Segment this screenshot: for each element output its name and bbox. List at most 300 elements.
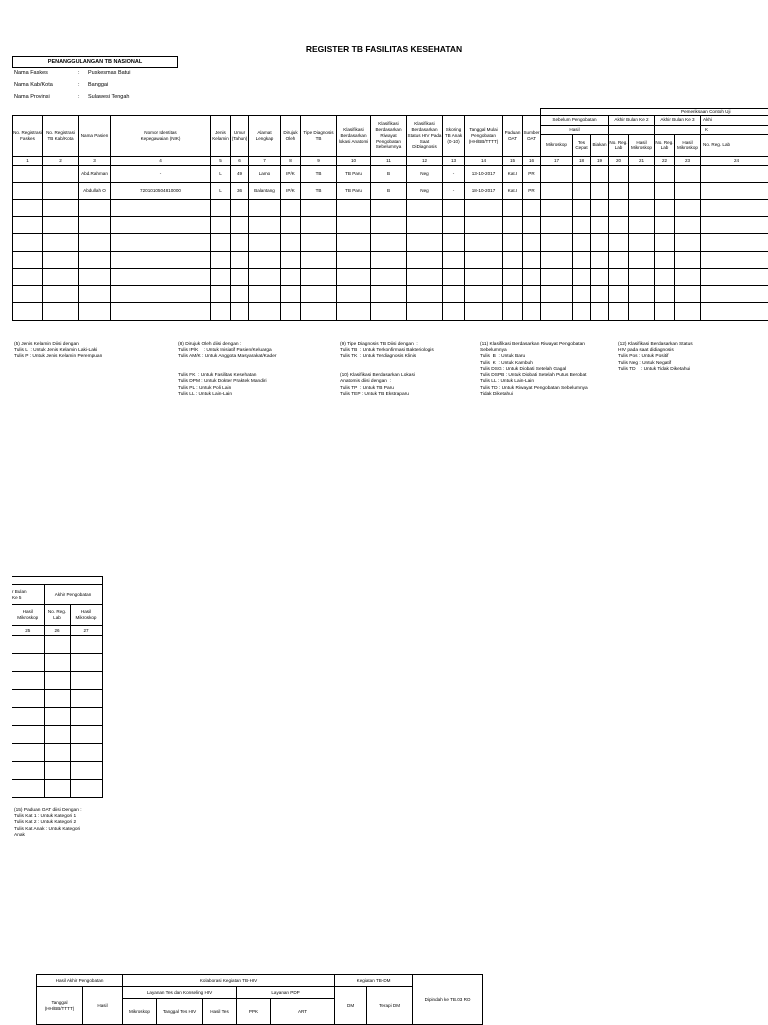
table-cell[interactable] bbox=[371, 233, 407, 251]
table-cell[interactable] bbox=[111, 285, 211, 302]
table-cell[interactable] bbox=[629, 165, 655, 182]
table-cell[interactable] bbox=[503, 285, 523, 302]
table-cell[interactable] bbox=[111, 233, 211, 251]
table-cell[interactable] bbox=[111, 251, 211, 268]
table-cell[interactable] bbox=[44, 636, 70, 654]
table-cell[interactable] bbox=[655, 285, 675, 302]
table-cell[interactable] bbox=[371, 251, 407, 268]
table-row bbox=[12, 690, 102, 708]
th3-layanan-pdp: Layanan PDP bbox=[237, 987, 335, 999]
table-cell[interactable] bbox=[701, 165, 768, 182]
table-cell[interactable] bbox=[70, 636, 102, 654]
table-cell[interactable]: PR bbox=[523, 165, 541, 182]
table-cell[interactable] bbox=[301, 233, 337, 251]
table-cell[interactable] bbox=[13, 285, 43, 302]
table-cell[interactable] bbox=[443, 199, 465, 216]
table-cell[interactable] bbox=[12, 744, 44, 762]
table-cell[interactable] bbox=[443, 302, 465, 320]
table-cell[interactable] bbox=[337, 199, 371, 216]
table-cell[interactable] bbox=[211, 199, 231, 216]
th3-tanggal: Tanggal (HH/BB/TTTT) bbox=[37, 987, 83, 1025]
table-cell[interactable]: B bbox=[371, 182, 407, 199]
table-cell[interactable] bbox=[281, 233, 301, 251]
table-cell[interactable] bbox=[70, 690, 102, 708]
table-cell[interactable] bbox=[12, 690, 44, 708]
table-cell[interactable]: IP/K bbox=[281, 165, 301, 182]
table-cell[interactable]: Lamo bbox=[249, 165, 281, 182]
table-cell[interactable] bbox=[44, 780, 70, 798]
table-cell[interactable] bbox=[541, 285, 573, 302]
table-cell[interactable] bbox=[231, 268, 249, 285]
th2-akhir-5b: Ke 5 bbox=[12, 595, 21, 600]
table-cell[interactable] bbox=[44, 726, 70, 744]
table-row bbox=[13, 216, 768, 233]
table-cell[interactable]: B bbox=[371, 165, 407, 182]
table-cell[interactable] bbox=[407, 285, 443, 302]
table-cell[interactable] bbox=[231, 285, 249, 302]
table-cell[interactable] bbox=[12, 672, 44, 690]
table-cell[interactable] bbox=[70, 780, 102, 798]
table-cell[interactable] bbox=[655, 233, 675, 251]
table-cell[interactable] bbox=[70, 762, 102, 780]
table-cell[interactable] bbox=[211, 233, 231, 251]
table-cell[interactable] bbox=[675, 302, 701, 320]
table-cell[interactable]: PR bbox=[523, 182, 541, 199]
table-cell[interactable] bbox=[249, 268, 281, 285]
th2-hasil-mikroskop: Hasil Mikroskop bbox=[70, 605, 102, 626]
table-cell[interactable] bbox=[629, 302, 655, 320]
table-cell[interactable] bbox=[281, 216, 301, 233]
table-cell[interactable] bbox=[609, 165, 629, 182]
table-cell[interactable] bbox=[43, 233, 79, 251]
table-cell[interactable] bbox=[231, 233, 249, 251]
table-cell[interactable] bbox=[523, 268, 541, 285]
table-cell[interactable] bbox=[12, 726, 44, 744]
table-cell[interactable] bbox=[301, 268, 337, 285]
table-cell[interactable] bbox=[675, 251, 701, 268]
table-cell[interactable] bbox=[609, 199, 629, 216]
column-number: 24 bbox=[701, 156, 768, 165]
table-cell[interactable]: Abd.Rahman bbox=[79, 165, 111, 182]
table-cell[interactable] bbox=[13, 233, 43, 251]
table-cell[interactable] bbox=[249, 199, 281, 216]
table-cell[interactable] bbox=[655, 251, 675, 268]
column-number: 11 bbox=[371, 156, 407, 165]
table-cell[interactable]: - bbox=[443, 165, 465, 182]
table-cell[interactable] bbox=[443, 268, 465, 285]
table-cell[interactable] bbox=[523, 285, 541, 302]
table-cell[interactable] bbox=[249, 216, 281, 233]
table-cell[interactable] bbox=[675, 268, 701, 285]
column-number: 20 bbox=[609, 156, 629, 165]
table-cell[interactable] bbox=[591, 182, 609, 199]
table-cell[interactable] bbox=[249, 285, 281, 302]
table-cell[interactable] bbox=[231, 251, 249, 268]
table-cell[interactable] bbox=[407, 199, 443, 216]
column-number: 7 bbox=[249, 156, 281, 165]
page-title: REGISTER TB FASILITAS KESEHATAN bbox=[0, 44, 768, 54]
table-cell[interactable] bbox=[541, 199, 573, 216]
table-cell[interactable] bbox=[44, 708, 70, 726]
th-akhir-bulan-2-a: Akhir Bulan Ke 2 bbox=[609, 115, 655, 125]
table-cell[interactable] bbox=[70, 708, 102, 726]
table-cell[interactable] bbox=[407, 233, 443, 251]
table-cell[interactable] bbox=[503, 302, 523, 320]
table-cell[interactable]: 7201010504810000 bbox=[111, 182, 211, 199]
table-cell[interactable] bbox=[443, 233, 465, 251]
table-cell[interactable] bbox=[503, 268, 523, 285]
table-cell[interactable] bbox=[111, 302, 211, 320]
table-cell[interactable] bbox=[337, 216, 371, 233]
table-cell[interactable] bbox=[70, 672, 102, 690]
table-cell[interactable] bbox=[281, 302, 301, 320]
table-row bbox=[13, 268, 768, 285]
table-cell[interactable] bbox=[301, 216, 337, 233]
table-cell[interactable] bbox=[523, 233, 541, 251]
column-number: 10 bbox=[337, 156, 371, 165]
table-cell[interactable] bbox=[541, 182, 573, 199]
th-sumber-oat: Sumber OAT bbox=[523, 115, 541, 156]
table-cell[interactable] bbox=[609, 285, 629, 302]
meta-faskes bbox=[14, 70, 131, 76]
table-cell[interactable] bbox=[573, 251, 591, 268]
note-jenis-kelamin: (5) Jenis Kelamin Diisi dengan Tulis L : Untuk Jenis Kelamin Laki-Laki Tulis P : Untuk Jenis Kelamin Perempuan bbox=[14, 342, 102, 361]
table-cell[interactable] bbox=[79, 216, 111, 233]
table-cell[interactable]: 49 bbox=[231, 165, 249, 182]
table-cell[interactable] bbox=[629, 251, 655, 268]
table-cell[interactable] bbox=[573, 199, 591, 216]
th-tipe-diagnosis: Tipe Diagnosis TB bbox=[301, 115, 337, 156]
table-cell[interactable] bbox=[407, 216, 443, 233]
table-row bbox=[13, 302, 768, 320]
table-cell[interactable] bbox=[79, 251, 111, 268]
table-cell[interactable]: IP/K bbox=[281, 182, 301, 199]
table-cell[interactable] bbox=[523, 251, 541, 268]
meta-colon: : bbox=[78, 82, 88, 88]
table-cell[interactable] bbox=[301, 251, 337, 268]
table-cell[interactable] bbox=[675, 199, 701, 216]
table-cell[interactable] bbox=[231, 199, 249, 216]
table-cell[interactable] bbox=[629, 199, 655, 216]
table-cell[interactable] bbox=[79, 199, 111, 216]
table-cell[interactable] bbox=[12, 762, 44, 780]
th2-akhir-pengobatan: Akhir Pengobatan bbox=[44, 585, 102, 605]
table-cell[interactable] bbox=[371, 285, 407, 302]
th-mikroskop: Mikroskop bbox=[541, 134, 573, 156]
table-cell[interactable] bbox=[591, 165, 609, 182]
table-cell[interactable] bbox=[609, 251, 629, 268]
column-number: 18 bbox=[573, 156, 591, 165]
table-cell[interactable] bbox=[43, 251, 79, 268]
table-cell[interactable] bbox=[43, 165, 79, 182]
table-cell[interactable] bbox=[465, 251, 503, 268]
table-cell[interactable] bbox=[573, 165, 591, 182]
table-cell[interactable] bbox=[337, 268, 371, 285]
table-cell[interactable]: 18-10-2017 bbox=[465, 182, 503, 199]
table-cell[interactable] bbox=[211, 268, 231, 285]
table-cell[interactable]: Kat.I bbox=[503, 182, 523, 199]
program-header: PENANGGULANGAN TB NASIONAL bbox=[12, 56, 178, 68]
table-cell[interactable] bbox=[337, 285, 371, 302]
table-cell[interactable] bbox=[111, 268, 211, 285]
th-klasifikasi-lokasi: Klasifikasi Berdasarkan lokasi Anatomi bbox=[337, 115, 371, 156]
th2-akhir-bulan-5 bbox=[12, 585, 44, 605]
table-cell[interactable] bbox=[701, 285, 768, 302]
table-cell[interactable] bbox=[465, 199, 503, 216]
meta-value: Banggai bbox=[88, 82, 108, 88]
table-cell[interactable] bbox=[231, 302, 249, 320]
table-cell[interactable] bbox=[675, 285, 701, 302]
table-cell[interactable] bbox=[44, 690, 70, 708]
table-cell[interactable]: TB bbox=[301, 165, 337, 182]
table-cell[interactable] bbox=[79, 285, 111, 302]
table-cell[interactable]: L bbox=[211, 165, 231, 182]
table-cell[interactable] bbox=[281, 268, 301, 285]
table-cell[interactable]: Neg bbox=[407, 165, 443, 182]
table-cell[interactable] bbox=[301, 285, 337, 302]
table-cell[interactable] bbox=[211, 216, 231, 233]
table-cell[interactable] bbox=[44, 672, 70, 690]
table-cell[interactable] bbox=[701, 199, 768, 216]
table-cell[interactable] bbox=[79, 233, 111, 251]
table-cell[interactable] bbox=[591, 233, 609, 251]
th3-hasil: Hasil bbox=[83, 987, 123, 1025]
table-cell[interactable] bbox=[629, 285, 655, 302]
table-cell[interactable] bbox=[111, 199, 211, 216]
table-cell[interactable] bbox=[13, 302, 43, 320]
column-number: 23 bbox=[675, 156, 701, 165]
table-cell[interactable] bbox=[211, 285, 231, 302]
table-cell[interactable] bbox=[655, 216, 675, 233]
table-cell[interactable] bbox=[371, 268, 407, 285]
table-cell[interactable] bbox=[701, 216, 768, 233]
table-cell[interactable] bbox=[43, 182, 79, 199]
table-cell[interactable] bbox=[465, 285, 503, 302]
th-biakan: Biakan bbox=[591, 134, 609, 156]
table-cell[interactable] bbox=[79, 268, 111, 285]
table-cell[interactable] bbox=[337, 233, 371, 251]
table-cell[interactable] bbox=[609, 216, 629, 233]
table-cell[interactable] bbox=[43, 216, 79, 233]
table-cell[interactable] bbox=[591, 285, 609, 302]
table-cell[interactable] bbox=[13, 165, 43, 182]
meta-label: Nama Provinsi bbox=[14, 94, 78, 100]
table-cell[interactable] bbox=[43, 268, 79, 285]
table-cell[interactable] bbox=[541, 216, 573, 233]
table-cell[interactable] bbox=[12, 636, 44, 654]
table-cell[interactable] bbox=[573, 182, 591, 199]
th-akhir-truncated: Akhi bbox=[701, 115, 768, 125]
th-umur: Umur (Tahun) bbox=[231, 115, 249, 156]
table-cell[interactable] bbox=[301, 199, 337, 216]
table-cell[interactable]: 13-10-2017 bbox=[465, 165, 503, 182]
table-cell[interactable] bbox=[407, 251, 443, 268]
table-cell[interactable] bbox=[675, 216, 701, 233]
table-cell[interactable] bbox=[43, 285, 79, 302]
column-number: 14 bbox=[465, 156, 503, 165]
table-cell[interactable] bbox=[249, 251, 281, 268]
table-cell[interactable] bbox=[43, 199, 79, 216]
table-cell[interactable] bbox=[13, 268, 43, 285]
table-cell[interactable] bbox=[12, 780, 44, 798]
table-cell[interactable] bbox=[701, 182, 768, 199]
table-cell[interactable] bbox=[675, 182, 701, 199]
table-cell[interactable] bbox=[541, 251, 573, 268]
table-cell[interactable] bbox=[443, 285, 465, 302]
column-number: 13 bbox=[443, 156, 465, 165]
table-cell[interactable] bbox=[541, 165, 573, 182]
table-cell[interactable] bbox=[44, 744, 70, 762]
table-cell[interactable] bbox=[281, 285, 301, 302]
table-row bbox=[12, 762, 102, 780]
table-cell[interactable] bbox=[281, 251, 301, 268]
table-cell[interactable] bbox=[629, 216, 655, 233]
table-cell[interactable] bbox=[43, 302, 79, 320]
meta-label: Nama Faskes bbox=[14, 70, 78, 76]
table-cell[interactable] bbox=[281, 199, 301, 216]
table-cell[interactable] bbox=[523, 199, 541, 216]
table-cell[interactable] bbox=[573, 285, 591, 302]
table-cell[interactable] bbox=[301, 302, 337, 320]
table-cell[interactable] bbox=[503, 216, 523, 233]
table-row bbox=[12, 726, 102, 744]
table-cell[interactable] bbox=[591, 268, 609, 285]
table-cell[interactable] bbox=[523, 302, 541, 320]
table-cell[interactable] bbox=[503, 251, 523, 268]
table-cell[interactable] bbox=[675, 233, 701, 251]
table-cell[interactable] bbox=[541, 302, 573, 320]
table-cell[interactable] bbox=[44, 654, 70, 672]
table-cell[interactable] bbox=[211, 251, 231, 268]
table-cell[interactable] bbox=[629, 182, 655, 199]
table-cell[interactable] bbox=[503, 233, 523, 251]
table-cell[interactable] bbox=[231, 216, 249, 233]
meta-colon: : bbox=[78, 94, 88, 100]
table-cell[interactable] bbox=[465, 216, 503, 233]
table-cell[interactable]: - bbox=[443, 182, 465, 199]
table-cell[interactable] bbox=[249, 233, 281, 251]
table-cell[interactable] bbox=[13, 199, 43, 216]
table-cell[interactable] bbox=[609, 233, 629, 251]
th-hasil-mikroskop-2: Hasil Mikroskop bbox=[629, 134, 655, 156]
table-cell[interactable] bbox=[465, 268, 503, 285]
table-cell[interactable]: - bbox=[111, 165, 211, 182]
column-number-row-2 bbox=[12, 626, 102, 636]
table-cell[interactable] bbox=[371, 199, 407, 216]
column-number: 8 bbox=[281, 156, 301, 165]
table-cell[interactable]: Neg bbox=[407, 182, 443, 199]
table-cell[interactable] bbox=[591, 251, 609, 268]
table-cell[interactable] bbox=[655, 182, 675, 199]
table-cell[interactable] bbox=[407, 268, 443, 285]
table-cell[interactable]: Abdullah O bbox=[79, 182, 111, 199]
table-cell[interactable] bbox=[70, 726, 102, 744]
table-cell[interactable]: TB Paru bbox=[337, 165, 371, 182]
table-cell[interactable] bbox=[70, 744, 102, 762]
table-cell[interactable] bbox=[465, 302, 503, 320]
table-cell[interactable] bbox=[523, 216, 541, 233]
column-number: 15 bbox=[503, 156, 523, 165]
table-row bbox=[12, 654, 102, 672]
column-number: 17 bbox=[541, 156, 573, 165]
th3-hasil-akhir: Hasil Akhir Pengobatan bbox=[37, 975, 123, 987]
table-cell[interactable] bbox=[591, 302, 609, 320]
table-cell[interactable] bbox=[337, 251, 371, 268]
table-cell[interactable] bbox=[573, 216, 591, 233]
table-cell[interactable] bbox=[675, 165, 701, 182]
note-riwayat: (11) Klasifikasi Berdasarkan Riwayat Pengobatan Sebelumnya Tulis B : Untuk Baru Tulis K : Untuk Kambuh Tulis DSG : Untuk Diobati Setelah Gagal Tulis DSPB : Untuk Diobati Setelah Putus Berobat Tulis LL : Untuk Lain-Lain Tulis TD : Untuk Riwayat Pengobatan Sebelumnya Tidak Diketahui bbox=[480, 342, 588, 398]
table-cell[interactable] bbox=[13, 251, 43, 268]
table-cell[interactable] bbox=[609, 182, 629, 199]
table-cell[interactable] bbox=[629, 233, 655, 251]
table-cell[interactable] bbox=[591, 216, 609, 233]
th-tanggal-mulai: Tanggal Mulai Pengobatan (HH/BB/TTTT) bbox=[465, 115, 503, 156]
table-cell[interactable] bbox=[573, 302, 591, 320]
th-akhir-truncated-2: K bbox=[701, 125, 768, 134]
table-cell[interactable] bbox=[371, 302, 407, 320]
table-cell[interactable] bbox=[655, 199, 675, 216]
table-cell[interactable]: TB Paru bbox=[337, 182, 371, 199]
table-cell[interactable] bbox=[13, 182, 43, 199]
table-cell[interactable] bbox=[655, 268, 675, 285]
table-cell[interactable] bbox=[591, 199, 609, 216]
meta-provinsi bbox=[14, 94, 129, 100]
table-cell[interactable] bbox=[371, 216, 407, 233]
th-hasil-mikroskop-3: Hasil Mikroskop bbox=[675, 134, 701, 156]
table-cell[interactable] bbox=[249, 302, 281, 320]
th2-no-reg-lab: No. Reg. Lab bbox=[44, 605, 70, 626]
table-cell[interactable] bbox=[12, 708, 44, 726]
table-cell[interactable] bbox=[503, 199, 523, 216]
column-number: 26 bbox=[44, 626, 70, 636]
table-cell[interactable] bbox=[573, 268, 591, 285]
table-cell[interactable] bbox=[655, 165, 675, 182]
table-cell[interactable] bbox=[443, 251, 465, 268]
table-cell[interactable]: TB bbox=[301, 182, 337, 199]
table-cell[interactable] bbox=[407, 302, 443, 320]
table-cell[interactable] bbox=[701, 302, 768, 320]
table-cell[interactable] bbox=[13, 216, 43, 233]
table-cell[interactable] bbox=[70, 654, 102, 672]
table-cell[interactable] bbox=[541, 268, 573, 285]
table-cell[interactable] bbox=[465, 233, 503, 251]
table-cell[interactable] bbox=[79, 302, 111, 320]
table-cell[interactable] bbox=[701, 251, 768, 268]
table-cell[interactable] bbox=[609, 268, 629, 285]
table-cell[interactable] bbox=[609, 302, 629, 320]
note-dirujuk: (8) Dirujuk Oleh diisi dengan : Tulis IP/K : Untuk Inisiatif Pasien/Keluarga Tulis AM/K : Untuk Anggota Masyarakat/Kader Tulis FK : Untuk Fasilitas Kesehatan Tulis DPM : Untuk Dokter Praktek Mandiri Tulis PL : Untuk Poli Lain Tulis LL : Untuk Lain-Lain bbox=[178, 342, 276, 398]
table-row bbox=[12, 708, 102, 726]
table-row bbox=[12, 636, 102, 654]
table-cell[interactable] bbox=[111, 216, 211, 233]
table-cell[interactable] bbox=[541, 233, 573, 251]
table-cell[interactable] bbox=[443, 216, 465, 233]
table-cell[interactable] bbox=[701, 233, 768, 251]
table-cell[interactable] bbox=[655, 302, 675, 320]
table-cell[interactable] bbox=[573, 233, 591, 251]
table-cell[interactable] bbox=[701, 268, 768, 285]
table-cell[interactable] bbox=[211, 302, 231, 320]
table-cell[interactable] bbox=[629, 268, 655, 285]
table-cell[interactable] bbox=[44, 762, 70, 780]
table-cell[interactable]: L bbox=[211, 182, 231, 199]
table-cell[interactable]: Kat.I bbox=[503, 165, 523, 182]
table-cell[interactable] bbox=[337, 302, 371, 320]
th3-ppk: PPK bbox=[237, 999, 271, 1025]
table-cell[interactable]: 36 bbox=[231, 182, 249, 199]
table-cell[interactable]: Balantang bbox=[249, 182, 281, 199]
table-cell[interactable] bbox=[12, 654, 44, 672]
